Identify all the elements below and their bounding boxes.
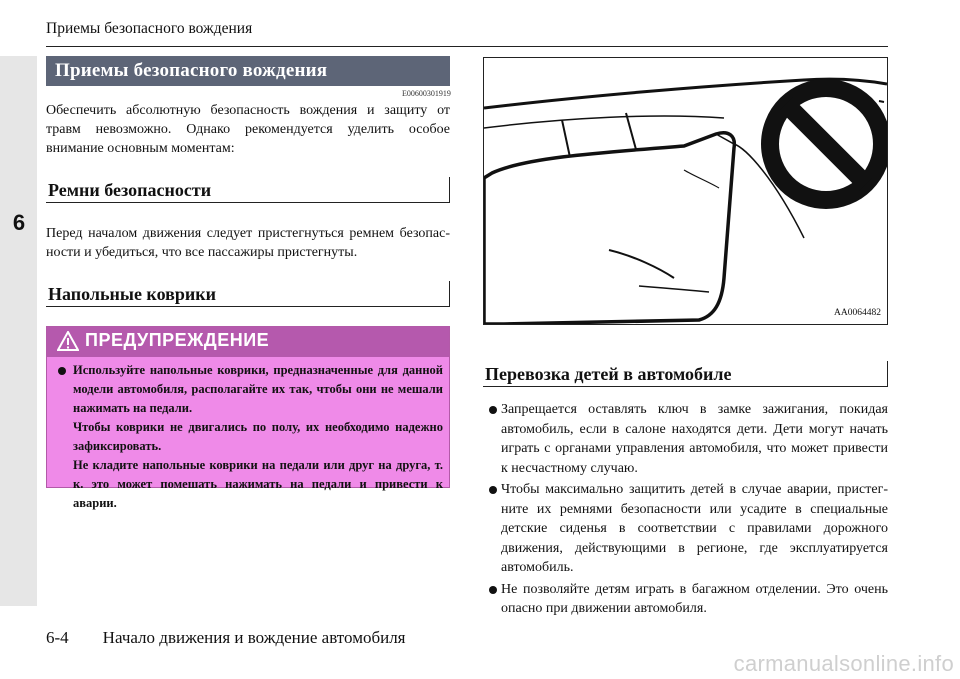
chapter-sidebar: [0, 56, 37, 606]
list-item-text: Запрещается оставлять ключ в замке зажигания, покидая автомобиль, если в салоне находятся дети. Дети могут начать играть с органами управления автомобиля, что может привести к несчастному случаю.: [501, 402, 888, 476]
chapter-tab: 6: [12, 210, 26, 235]
page-footer: [46, 628, 406, 648]
warning-line: Чтобы коврики не двигались по полу, их необходимо надежно зафиксировать.: [73, 420, 443, 453]
list-item-text: Чтобы максимально защитить детей в случае аварии, пристегните их ремнями безопасности или усадите в специальные детские сиденья в соответствии с правилами дорожного движения, действующими в регионе, где эксплуатируется автомобиль.: [501, 482, 888, 575]
chapter-title: Начало движения и вождение автомобиля: [102, 628, 406, 647]
list-item: [483, 400, 888, 478]
section-banner: Приемы безопасного вождения: [46, 56, 450, 86]
warning-body: [57, 361, 443, 513]
warning-triangle-icon: [57, 331, 79, 356]
warning-item: [57, 361, 443, 513]
bullet-icon: [58, 367, 66, 375]
list-item: [483, 480, 888, 578]
bullet-icon: [489, 586, 497, 594]
watermark: carmanualsonline.info: [733, 651, 954, 676]
header-rule: [46, 46, 888, 47]
seatbelts-heading: Ремни безопасности: [46, 177, 450, 203]
child-safety-list: [483, 400, 888, 621]
bullet-icon: [489, 406, 497, 414]
running-header: Приемы безопасного вождения: [46, 20, 253, 37]
list-item-text: Не позволяйте детям играть в багажном отделении. Это очень опасно при движении автомобиля.: [501, 581, 888, 616]
warning-line: Используйте напольные коврики, предназначенные для данной модели автомобиля, располагайте их так, чтобы они не мешали нажимать на педали.: [73, 363, 443, 415]
intro-paragraph: Обеспечить абсолютную безопасность вождения и защиту от травм невозможно. Однако рекомендуется уделить особое внимание основным моментам:: [46, 103, 450, 156]
bullet-icon: [489, 486, 497, 494]
document-code: E00600301919: [402, 89, 451, 98]
prohibited-sign-icon: [770, 88, 882, 200]
warning-header: [47, 327, 449, 357]
figure-code: AA0064482: [834, 308, 881, 318]
warning-title: ПРЕДУПРЕЖДЕНИЕ: [85, 330, 270, 350]
illustration-drawing: [484, 58, 887, 324]
warning-line: Не кладите напольные коврики на педали или друг на друга, т. к. это может помешать нажимать на педали и привести к аварии.: [73, 458, 443, 510]
floor-mat-illustration: [483, 57, 888, 325]
warning-box: [46, 326, 450, 510]
floor-mats-heading: Напольные коврики: [46, 281, 450, 307]
list-item: [483, 580, 888, 619]
child-transport-heading: Перевозка детей в автомобиле: [483, 361, 888, 387]
page-number: 6-4: [46, 628, 69, 647]
seatbelts-paragraph: Перед началом движения следует пристегнуться ремнем безопасности и убедиться, что все пассажиры пристегнуты.: [46, 226, 450, 260]
